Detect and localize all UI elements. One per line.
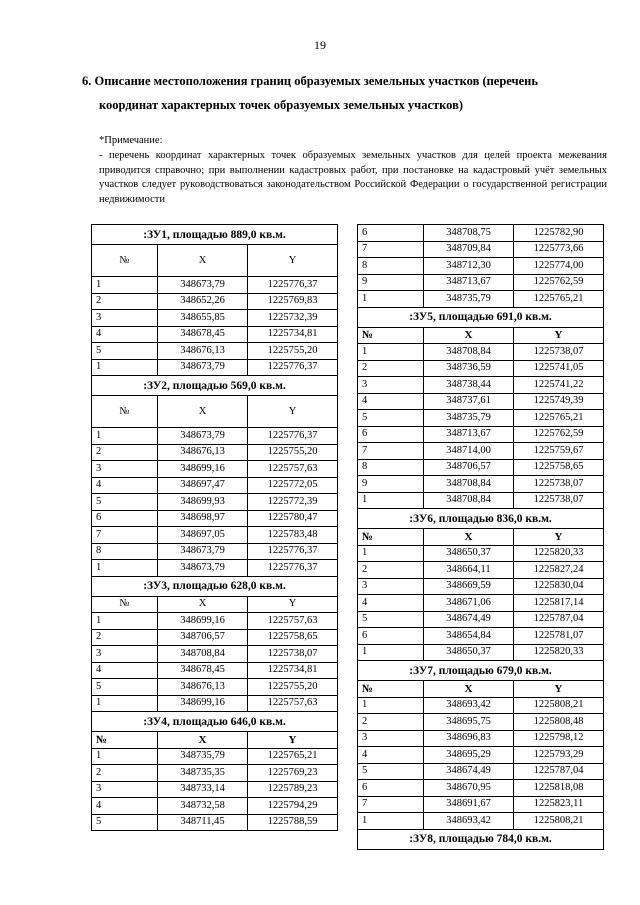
point-number: 4 <box>92 326 158 343</box>
coordinate-x: 348696,83 <box>424 730 514 747</box>
table-row <box>92 781 338 798</box>
point-number: 9 <box>358 476 424 493</box>
table-row <box>358 344 604 361</box>
coordinate-x: 348706,57 <box>158 629 248 646</box>
point-number: 4 <box>358 393 424 410</box>
coordinate-y: 1225769,23 <box>248 765 338 782</box>
point-number: 1 <box>358 291 424 308</box>
table-row <box>358 611 604 628</box>
parcel-title: :ЗУ5, площадью 691,0 кв.м. <box>358 307 604 327</box>
header-number: № <box>92 596 158 613</box>
coordinate-y: 1225788,59 <box>248 814 338 831</box>
coordinate-x: 348695,75 <box>424 714 514 731</box>
coordinate-y: 1225780,47 <box>248 510 338 527</box>
table-row <box>358 492 604 509</box>
table-row <box>92 560 338 577</box>
table-row <box>92 359 338 376</box>
point-number: 5 <box>92 679 158 696</box>
point-number: 4 <box>358 595 424 612</box>
coordinate-x: 348735,79 <box>424 410 514 427</box>
coordinate-x: 348698,97 <box>158 510 248 527</box>
coordinates-table-left <box>91 224 338 831</box>
table-header-row <box>358 327 604 344</box>
table-row <box>92 629 338 646</box>
coordinate-x: 348712,30 <box>424 258 514 275</box>
table-row <box>358 595 604 612</box>
coordinate-x: 348673,79 <box>158 359 248 376</box>
parcel-title: :ЗУ3, площадью 628,0 кв.м. <box>92 576 338 596</box>
header-y: Y <box>514 681 604 698</box>
point-number: 6 <box>358 628 424 645</box>
table-row <box>92 527 338 544</box>
table-row <box>92 543 338 560</box>
coordinate-x: 348691,67 <box>424 796 514 813</box>
header-x: X <box>158 245 248 277</box>
coordinate-y: 1225755,20 <box>248 343 338 360</box>
parcel-title-row <box>92 576 338 596</box>
coordinate-y: 1225738,07 <box>514 492 604 509</box>
coordinate-y: 1225798,12 <box>514 730 604 747</box>
parcel-title: :ЗУ8, площадью 784,0 кв.м. <box>358 829 604 849</box>
table-row <box>92 461 338 478</box>
point-number: 7 <box>358 241 424 258</box>
coordinate-x: 348676,13 <box>158 343 248 360</box>
header-x: X <box>158 396 248 428</box>
table-row <box>358 697 604 714</box>
point-number: 6 <box>92 510 158 527</box>
coordinate-x: 348697,47 <box>158 477 248 494</box>
coordinate-y: 1225782,90 <box>514 225 604 242</box>
point-number: 3 <box>358 377 424 394</box>
header-x: X <box>158 732 248 749</box>
coordinate-x: 348713,67 <box>424 426 514 443</box>
coordinate-y: 1225793,29 <box>514 747 604 764</box>
table-row <box>92 293 338 310</box>
section-heading-line-1: 6. Описание местоположения границ образуемых земельных участков (перечень <box>82 74 538 88</box>
table-row <box>358 628 604 645</box>
table-row <box>358 459 604 476</box>
point-number: 5 <box>358 611 424 628</box>
table-row <box>358 225 604 242</box>
header-y: Y <box>248 732 338 749</box>
table-row <box>92 679 338 696</box>
coordinate-y: 1225738,07 <box>514 476 604 493</box>
coordinate-y: 1225765,21 <box>514 410 604 427</box>
table-header-row <box>358 681 604 698</box>
parcel-title-row <box>358 829 604 849</box>
point-number: 2 <box>92 293 158 310</box>
header-x: X <box>424 327 514 344</box>
header-y: Y <box>248 596 338 613</box>
point-number: 1 <box>358 344 424 361</box>
table-row <box>358 291 604 308</box>
coordinate-x: 348678,45 <box>158 326 248 343</box>
table-row <box>92 814 338 831</box>
coordinate-x: 348674,49 <box>424 763 514 780</box>
coordinate-x: 348732,58 <box>158 798 248 815</box>
coordinate-y: 1225762,59 <box>514 274 604 291</box>
coordinate-x: 348671,06 <box>424 595 514 612</box>
parcel-title: :ЗУ6, площадью 836,0 кв.м. <box>358 509 604 529</box>
point-number: 1 <box>92 695 158 712</box>
coordinate-x: 348674,49 <box>424 611 514 628</box>
table-row <box>92 748 338 765</box>
coordinate-y: 1225787,04 <box>514 763 604 780</box>
coordinate-y: 1225772,39 <box>248 494 338 511</box>
coordinate-x: 348711,45 <box>158 814 248 831</box>
point-number: 1 <box>358 545 424 562</box>
table-row <box>358 545 604 562</box>
coordinate-y: 1225776,37 <box>248 560 338 577</box>
coordinate-x: 348697,05 <box>158 527 248 544</box>
point-number: 6 <box>358 780 424 797</box>
table-row <box>358 476 604 493</box>
point-number: 2 <box>358 360 424 377</box>
point-number: 5 <box>92 343 158 360</box>
coordinate-x: 348699,16 <box>158 695 248 712</box>
coordinate-y: 1225755,20 <box>248 679 338 696</box>
page-number: 19 <box>314 38 326 52</box>
coordinate-y: 1225758,65 <box>248 629 338 646</box>
table-header-row <box>92 596 338 613</box>
point-number: 3 <box>358 578 424 595</box>
point-number: 8 <box>92 543 158 560</box>
coordinate-x: 348673,79 <box>158 428 248 445</box>
coordinate-x: 348699,93 <box>158 494 248 511</box>
coordinate-y: 1225757,63 <box>248 613 338 630</box>
coordinate-x: 348733,14 <box>158 781 248 798</box>
coordinate-y: 1225827,24 <box>514 562 604 579</box>
coordinate-y: 1225781,07 <box>514 628 604 645</box>
coordinate-y: 1225755,20 <box>248 444 338 461</box>
table-row <box>358 780 604 797</box>
parcel-title-row <box>92 712 338 732</box>
coordinate-y: 1225773,66 <box>514 241 604 258</box>
header-number: № <box>358 327 424 344</box>
coordinates-table-right <box>357 224 604 850</box>
coordinate-x: 348735,79 <box>424 291 514 308</box>
coordinate-y: 1225776,37 <box>248 428 338 445</box>
note-title: *Примечание: <box>99 135 163 146</box>
point-number: 4 <box>92 798 158 815</box>
point-number: 4 <box>92 477 158 494</box>
coordinate-x: 348673,79 <box>158 277 248 294</box>
coordinate-y: 1225749,39 <box>514 393 604 410</box>
coordinate-x: 348735,79 <box>158 748 248 765</box>
table-row <box>358 763 604 780</box>
point-number: 5 <box>358 410 424 427</box>
coordinate-x: 348706,57 <box>424 459 514 476</box>
point-number: 8 <box>358 459 424 476</box>
table-row <box>358 410 604 427</box>
coordinate-y: 1225757,63 <box>248 695 338 712</box>
coordinate-x: 348713,67 <box>424 274 514 291</box>
coordinate-y: 1225823,11 <box>514 796 604 813</box>
table-row <box>358 796 604 813</box>
coordinate-y: 1225769,83 <box>248 293 338 310</box>
point-number: 1 <box>358 644 424 661</box>
point-number: 6 <box>358 225 424 242</box>
coordinate-x: 348650,37 <box>424 545 514 562</box>
point-number: 2 <box>358 714 424 731</box>
header-x: X <box>424 529 514 546</box>
coordinate-y: 1225758,65 <box>514 459 604 476</box>
header-number: № <box>358 529 424 546</box>
coordinate-y: 1225776,37 <box>248 359 338 376</box>
coordinate-y: 1225776,37 <box>248 277 338 294</box>
coordinate-x: 348655,85 <box>158 310 248 327</box>
coordinate-x: 348709,84 <box>424 241 514 258</box>
coordinate-x: 348708,84 <box>424 344 514 361</box>
coordinate-y: 1225772,05 <box>248 477 338 494</box>
coordinate-x: 348735,35 <box>158 765 248 782</box>
point-number: 1 <box>358 813 424 830</box>
table-row <box>92 477 338 494</box>
parcel-title: :ЗУ1, площадью 889,0 кв.м. <box>92 225 338 245</box>
point-number: 1 <box>358 492 424 509</box>
parcel-title-row <box>358 509 604 529</box>
header-y: Y <box>514 529 604 546</box>
point-number: 7 <box>92 527 158 544</box>
table-header-row <box>92 245 338 277</box>
table-row <box>358 644 604 661</box>
table-row <box>92 428 338 445</box>
coordinate-y: 1225787,04 <box>514 611 604 628</box>
section-heading-line-2: координат характерных точек образуемых земельных участков) <box>99 98 464 112</box>
point-number: 3 <box>92 461 158 478</box>
table-row <box>358 274 604 291</box>
coordinate-x: 348676,13 <box>158 679 248 696</box>
coordinate-y: 1225830,04 <box>514 578 604 595</box>
header-number: № <box>358 681 424 698</box>
coordinate-y: 1225765,21 <box>248 748 338 765</box>
table-row <box>358 393 604 410</box>
parcel-title-row <box>358 307 604 327</box>
point-number: 2 <box>92 765 158 782</box>
header-y: Y <box>248 245 338 277</box>
coordinate-x: 348670,95 <box>424 780 514 797</box>
table-row <box>358 258 604 275</box>
header-x: X <box>424 681 514 698</box>
coordinate-x: 348708,84 <box>424 476 514 493</box>
parcel-title: :ЗУ4, площадью 646,0 кв.м. <box>92 712 338 732</box>
point-number: 8 <box>358 258 424 275</box>
table-row <box>358 747 604 764</box>
point-number: 7 <box>358 796 424 813</box>
table-row <box>358 426 604 443</box>
coordinate-y: 1225808,21 <box>514 813 604 830</box>
point-number: 1 <box>92 560 158 577</box>
table-row <box>358 813 604 830</box>
coordinate-x: 348695,29 <box>424 747 514 764</box>
coordinate-y: 1225738,07 <box>248 646 338 663</box>
table-row <box>358 714 604 731</box>
point-number: 6 <box>358 426 424 443</box>
coordinate-x: 348669,59 <box>424 578 514 595</box>
table-row <box>92 277 338 294</box>
coordinate-y: 1225741,22 <box>514 377 604 394</box>
header-number: № <box>92 245 158 277</box>
parcel-title: :ЗУ7, площадью 679,0 кв.м. <box>358 661 604 681</box>
point-number: 1 <box>92 277 158 294</box>
point-number: 7 <box>358 443 424 460</box>
table-row <box>358 578 604 595</box>
coordinate-x: 348738,44 <box>424 377 514 394</box>
coordinate-x: 348678,45 <box>158 662 248 679</box>
table-header-row <box>92 732 338 749</box>
table-row <box>358 443 604 460</box>
point-number: 4 <box>92 662 158 679</box>
coordinate-y: 1225808,21 <box>514 697 604 714</box>
table-header-row <box>358 529 604 546</box>
table-row <box>92 494 338 511</box>
table-row <box>92 310 338 327</box>
table-row <box>92 444 338 461</box>
coordinate-y: 1225738,07 <box>514 344 604 361</box>
point-number: 1 <box>92 748 158 765</box>
table-row <box>358 377 604 394</box>
coordinate-y: 1225774,00 <box>514 258 604 275</box>
point-number: 3 <box>92 781 158 798</box>
coordinate-y: 1225776,37 <box>248 543 338 560</box>
coordinate-x: 348654,84 <box>424 628 514 645</box>
point-number: 5 <box>358 763 424 780</box>
parcel-title-row <box>92 376 338 396</box>
header-number: № <box>92 732 158 749</box>
coordinate-y: 1225734,81 <box>248 662 338 679</box>
coordinate-y: 1225820,33 <box>514 545 604 562</box>
coordinate-y: 1225732,39 <box>248 310 338 327</box>
coordinate-x: 348708,84 <box>158 646 248 663</box>
coordinate-x: 348714,00 <box>424 443 514 460</box>
parcel-title-row <box>358 661 604 681</box>
table-header-row <box>92 396 338 428</box>
coordinate-y: 1225820,33 <box>514 644 604 661</box>
point-number: 2 <box>92 629 158 646</box>
table-row <box>92 646 338 663</box>
coordinate-y: 1225818,08 <box>514 780 604 797</box>
point-number: 4 <box>358 747 424 764</box>
point-number: 1 <box>92 359 158 376</box>
coordinate-x: 348650,37 <box>424 644 514 661</box>
table-row <box>92 510 338 527</box>
table-row <box>92 343 338 360</box>
parcel-title-row <box>92 225 338 245</box>
coordinate-x: 348676,13 <box>158 444 248 461</box>
point-number: 1 <box>358 697 424 714</box>
parcel-title: :ЗУ2, площадью 569,0 кв.м. <box>92 376 338 396</box>
table-row <box>92 613 338 630</box>
point-number: 9 <box>358 274 424 291</box>
coordinate-x: 348699,16 <box>158 613 248 630</box>
coordinate-x: 348708,84 <box>424 492 514 509</box>
point-number: 3 <box>92 310 158 327</box>
table-row <box>92 695 338 712</box>
point-number: 2 <box>92 444 158 461</box>
table-row <box>358 562 604 579</box>
table-row <box>92 798 338 815</box>
coordinate-y: 1225741,05 <box>514 360 604 377</box>
coordinate-x: 348693,42 <box>424 813 514 830</box>
point-number: 1 <box>92 613 158 630</box>
header-y: Y <box>514 327 604 344</box>
coordinate-y: 1225817,14 <box>514 595 604 612</box>
coordinate-y: 1225783,48 <box>248 527 338 544</box>
coordinate-y: 1225765,21 <box>514 291 604 308</box>
coordinate-x: 348708,75 <box>424 225 514 242</box>
coordinate-x: 348652,26 <box>158 293 248 310</box>
coordinate-y: 1225759,67 <box>514 443 604 460</box>
point-number: 5 <box>92 494 158 511</box>
point-number: 3 <box>92 646 158 663</box>
coordinate-y: 1225762,59 <box>514 426 604 443</box>
header-x: X <box>158 596 248 613</box>
coordinate-y: 1225794,29 <box>248 798 338 815</box>
table-row <box>92 662 338 679</box>
coordinate-x: 348673,79 <box>158 560 248 577</box>
coordinate-x: 348664,11 <box>424 562 514 579</box>
coordinate-y: 1225808,48 <box>514 714 604 731</box>
point-number: 2 <box>358 562 424 579</box>
coordinate-y: 1225734,81 <box>248 326 338 343</box>
point-number: 1 <box>92 428 158 445</box>
coordinate-x: 348737,61 <box>424 393 514 410</box>
table-row <box>358 360 604 377</box>
header-y: Y <box>248 396 338 428</box>
coordinate-y: 1225789,23 <box>248 781 338 798</box>
coordinate-x: 348736,59 <box>424 360 514 377</box>
coordinate-x: 348699,16 <box>158 461 248 478</box>
table-row <box>358 730 604 747</box>
coordinate-y: 1225757,63 <box>248 461 338 478</box>
point-number: 5 <box>92 814 158 831</box>
table-row <box>92 326 338 343</box>
note-body: - перечень координат характерных точек образуемых земельных участков для целей проекта межевания приводится справочно; при выполнении кадастровых работ, при постановке на кадастровый учёт земельных участков следует руководствоваться законодательством Российской Федерации о государственной регистрации недвижимости <box>99 150 607 205</box>
table-row <box>92 765 338 782</box>
table-row <box>358 241 604 258</box>
coordinate-x: 348693,42 <box>424 697 514 714</box>
point-number: 3 <box>358 730 424 747</box>
header-number: № <box>92 396 158 428</box>
coordinate-x: 348673,79 <box>158 543 248 560</box>
